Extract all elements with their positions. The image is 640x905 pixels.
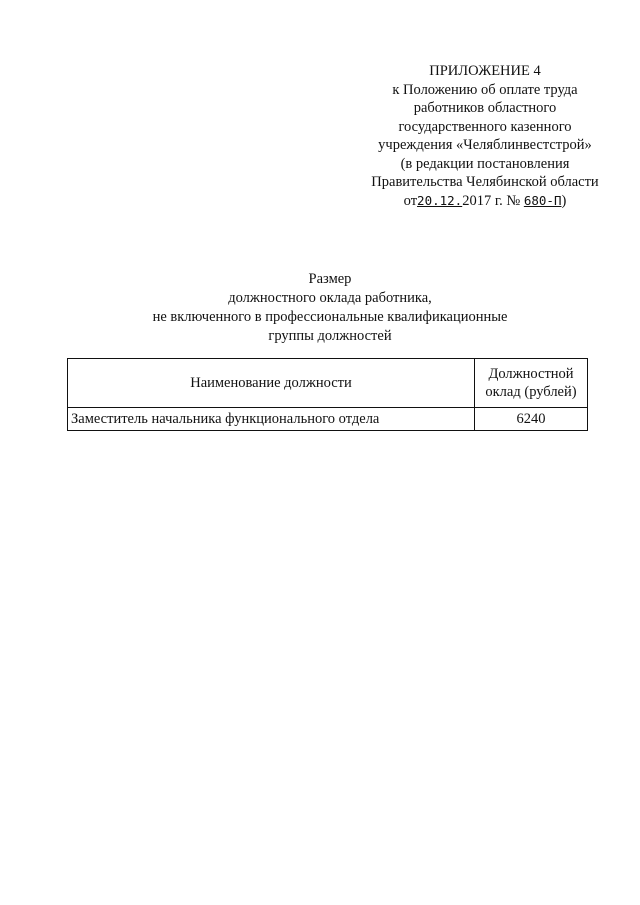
title-line-3: не включенного в профессиональные квалификационные <box>152 309 508 325</box>
cell-salary-value: 6240 <box>475 408 588 431</box>
appendix-line-4: учреждения «Челяблинвестстрой» <box>378 137 592 153</box>
appendix-title: ПРИЛОЖЕНИЕ 4 <box>429 63 541 79</box>
appendix-header <box>345 62 625 210</box>
appendix-line-6: Правительства Челябинской области <box>371 174 599 190</box>
cell-position-name: Заместитель начальника функционального отдела <box>68 408 475 431</box>
document-title <box>80 270 580 346</box>
appendix-line-3: государственного казенного <box>398 118 572 135</box>
header-salary-line-1: Должностной <box>488 366 574 382</box>
appendix-date-line <box>345 192 625 211</box>
header-salary-line-2: оклад (рублей) <box>485 384 577 400</box>
title-line-2: должностного оклада работника, <box>228 290 432 306</box>
title-line-4: группы должностей <box>268 328 392 344</box>
title-line-1: Размер <box>308 271 352 287</box>
salary-table <box>67 358 588 431</box>
date-suffix: 2017 г. № <box>462 192 521 209</box>
appendix-line-1: к Положению об оплате труда <box>392 81 578 98</box>
date-prefix: от <box>403 192 418 209</box>
date-value: 20.12. <box>417 192 463 208</box>
table-row <box>68 408 588 431</box>
close-paren: ) <box>561 192 567 209</box>
appendix-line-2: работников областного <box>413 100 557 116</box>
table-header-row <box>68 359 588 408</box>
header-salary <box>475 359 588 408</box>
header-position-name: Наименование должности <box>68 359 475 408</box>
appendix-line-5: (в редакции постановления <box>400 155 570 172</box>
decree-number: 680-П <box>523 192 562 208</box>
